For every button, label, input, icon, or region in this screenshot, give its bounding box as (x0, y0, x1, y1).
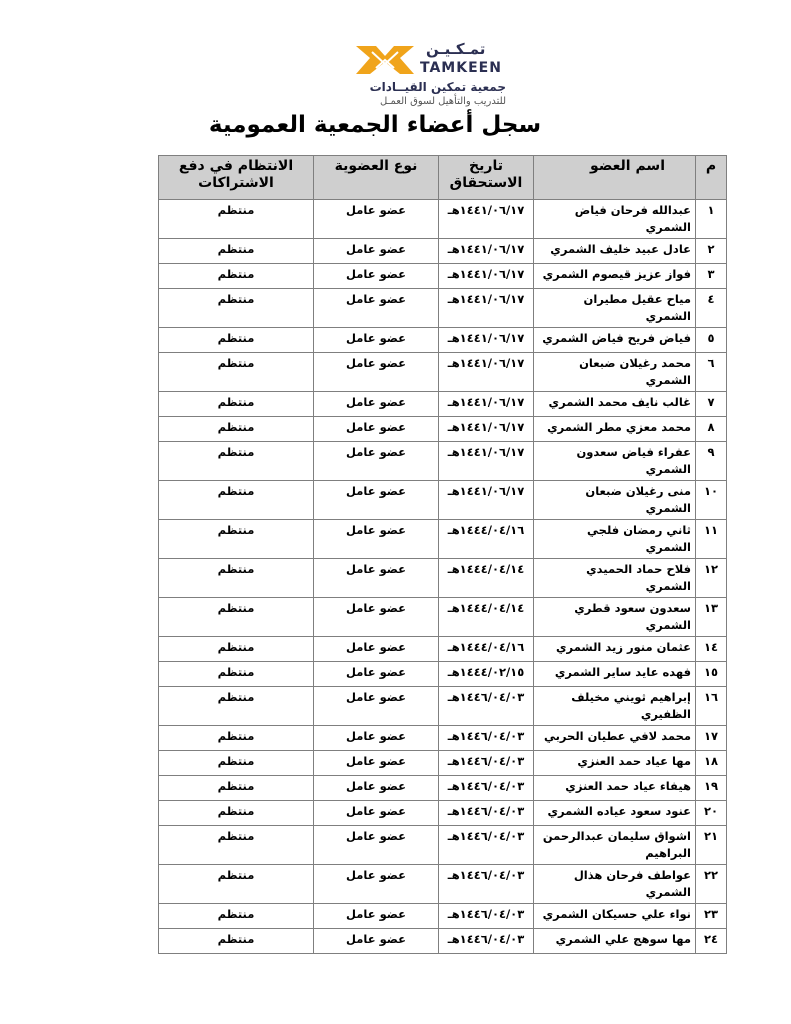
cell-num: ١٠ (696, 481, 727, 520)
cell-date: ١٤٤١/٠٦/١٧هـ (439, 392, 534, 417)
cell-status: منتظم (159, 826, 314, 865)
cell-date: ١٤٤١/٠٦/١٧هـ (439, 481, 534, 520)
cell-date: ١٤٤٤/٠٤/١٤هـ (439, 598, 534, 637)
cell-num: ٣ (696, 264, 727, 289)
table-header-row (159, 156, 727, 200)
cell-date: ١٤٤١/٠٦/١٧هـ (439, 417, 534, 442)
header-num: م (696, 156, 727, 200)
cell-status: منتظم (159, 726, 314, 751)
cell-num: ١٩ (696, 776, 727, 801)
cell-name: مها عياد حمد العنزي (534, 751, 696, 776)
cell-name: عنود سعود عياده الشمري (534, 801, 696, 826)
cell-type: عضو عامل (314, 637, 439, 662)
cell-num: ٥ (696, 328, 727, 353)
table-row (159, 559, 727, 598)
cell-type: عضو عامل (314, 442, 439, 481)
cell-name: محمد رغيلان ضبعان الشمري (534, 353, 696, 392)
cell-date: ١٤٤٦/٠٤/٠٣هـ (439, 687, 534, 726)
cell-num: ١٣ (696, 598, 727, 637)
cell-name: عادل عبيد خليف الشمري (534, 239, 696, 264)
tamkeen-logo-icon (354, 38, 416, 82)
table-row (159, 662, 727, 687)
cell-date: ١٤٤٦/٠٤/٠٣هـ (439, 929, 534, 954)
cell-status: منتظم (159, 520, 314, 559)
cell-type: عضو عامل (314, 328, 439, 353)
cell-type: عضو عامل (314, 929, 439, 954)
table-row (159, 637, 727, 662)
cell-type: عضو عامل (314, 353, 439, 392)
cell-date: ١٤٤٦/٠٤/٠٣هـ (439, 726, 534, 751)
cell-date: ١٤٤٤/٠٢/١٥هـ (439, 662, 534, 687)
cell-date: ١٤٤١/٠٦/١٧هـ (439, 264, 534, 289)
cell-status: منتظم (159, 481, 314, 520)
cell-date: ١٤٤٦/٠٤/٠٣هـ (439, 751, 534, 776)
table-row (159, 865, 727, 904)
cell-name: عواطف فرحان هذال الشمري (534, 865, 696, 904)
table-row (159, 239, 727, 264)
cell-status: منتظم (159, 801, 314, 826)
cell-type: عضو عامل (314, 520, 439, 559)
page-title: سجل أعضاء الجمعية العمومية (208, 112, 542, 138)
cell-num: ٢٠ (696, 801, 727, 826)
table-row (159, 687, 727, 726)
logo-arabic-name: تمـكـيـن (426, 40, 486, 58)
table-row (159, 929, 727, 954)
header-status: الانتظام في دفع الاشتراكات (159, 156, 314, 200)
cell-name: محمد معزي مطر الشمري (534, 417, 696, 442)
cell-date: ١٤٤٤/٠٤/١٤هـ (439, 559, 534, 598)
cell-date: ١٤٤٤/٠٤/١٦هـ (439, 520, 534, 559)
cell-num: ٤ (696, 289, 727, 328)
cell-name: فياض فريح فياض الشمري (534, 328, 696, 353)
cell-name: هيفاء عياد حمد العنزي (534, 776, 696, 801)
cell-status: منتظم (159, 353, 314, 392)
cell-name: ثاني رمضان فلجي الشمري (534, 520, 696, 559)
cell-name: فواز عزيز قيصوم الشمري (534, 264, 696, 289)
cell-date: ١٤٤١/٠٦/١٧هـ (439, 200, 534, 239)
cell-status: منتظم (159, 328, 314, 353)
cell-type: عضو عامل (314, 826, 439, 865)
table-row (159, 904, 727, 929)
cell-num: ٨ (696, 417, 727, 442)
cell-name: فهده عايد ساير الشمري (534, 662, 696, 687)
cell-name: نواء علي حسيكان الشمري (534, 904, 696, 929)
cell-date: ١٤٤٤/٠٤/١٦هـ (439, 637, 534, 662)
cell-num: ١١ (696, 520, 727, 559)
cell-type: عضو عامل (314, 417, 439, 442)
cell-name: عبدالله فرحان فياض الشمري (534, 200, 696, 239)
table-row (159, 442, 727, 481)
cell-date: ١٤٤١/٠٦/١٧هـ (439, 239, 534, 264)
table-row (159, 826, 727, 865)
cell-type: عضو عامل (314, 289, 439, 328)
cell-num: ٦ (696, 353, 727, 392)
cell-date: ١٤٤٦/٠٤/٠٣هـ (439, 904, 534, 929)
cell-date: ١٤٤٦/٠٤/٠٣هـ (439, 776, 534, 801)
cell-type: عضو عامل (314, 598, 439, 637)
table-row (159, 520, 727, 559)
cell-status: منتظم (159, 598, 314, 637)
cell-name: إبراهيم ثويني مخيلف الظفيري (534, 687, 696, 726)
cell-num: ٢٣ (696, 904, 727, 929)
members-table (158, 155, 727, 954)
cell-num: ٢١ (696, 826, 727, 865)
cell-status: منتظم (159, 559, 314, 598)
cell-type: عضو عامل (314, 865, 439, 904)
table-row (159, 264, 727, 289)
cell-status: منتظم (159, 687, 314, 726)
tamkeen-logo (346, 38, 516, 110)
cell-name: مها سوهج علي الشمري (534, 929, 696, 954)
cell-type: عضو عامل (314, 801, 439, 826)
cell-type: عضو عامل (314, 200, 439, 239)
cell-date: ١٤٤٦/٠٤/٠٣هـ (439, 801, 534, 826)
cell-status: منتظم (159, 929, 314, 954)
cell-status: منتظم (159, 865, 314, 904)
cell-name: فلاح حماد الحميدي الشمري (534, 559, 696, 598)
cell-type: عضو عامل (314, 751, 439, 776)
cell-num: ١٤ (696, 637, 727, 662)
cell-name: غالب نايف محمد الشمري (534, 392, 696, 417)
table-row (159, 481, 727, 520)
cell-name: عثمان منور زيد الشمري (534, 637, 696, 662)
table-row (159, 417, 727, 442)
cell-date: ١٤٤١/٠٦/١٧هـ (439, 289, 534, 328)
cell-status: منتظم (159, 392, 314, 417)
header-date: تاريخ الاستحقاق (439, 156, 534, 200)
cell-type: عضو عامل (314, 481, 439, 520)
cell-status: منتظم (159, 239, 314, 264)
cell-status: منتظم (159, 200, 314, 239)
cell-type: عضو عامل (314, 392, 439, 417)
table-row (159, 353, 727, 392)
cell-date: ١٤٤١/٠٦/١٧هـ (439, 442, 534, 481)
cell-status: منتظم (159, 904, 314, 929)
table-row (159, 200, 727, 239)
cell-date: ١٤٤١/٠٦/١٧هـ (439, 353, 534, 392)
table-row (159, 392, 727, 417)
table-row (159, 328, 727, 353)
cell-num: ١٧ (696, 726, 727, 751)
cell-name: سعدون سعود قطري الشمري (534, 598, 696, 637)
cell-date: ١٤٤١/٠٦/١٧هـ (439, 328, 534, 353)
cell-num: ٢ (696, 239, 727, 264)
table-row (159, 726, 727, 751)
cell-name: عفراء فياض سعدون الشمري (534, 442, 696, 481)
header-name: اسم العضو (534, 156, 696, 200)
cell-num: ٢٢ (696, 865, 727, 904)
cell-date: ١٤٤٦/٠٤/٠٣هـ (439, 826, 534, 865)
cell-name: مياح عقيل مطيران الشمري (534, 289, 696, 328)
table-row (159, 598, 727, 637)
cell-num: ١٦ (696, 687, 727, 726)
table-row (159, 289, 727, 328)
cell-type: عضو عامل (314, 726, 439, 751)
cell-date: ١٤٤٦/٠٤/٠٣هـ (439, 865, 534, 904)
logo-tagline: للتدريب والتأهيل لسوق العمـل (379, 96, 506, 107)
cell-status: منتظم (159, 662, 314, 687)
cell-num: ١٥ (696, 662, 727, 687)
logo-english-name: TAMKEEN (420, 60, 502, 76)
cell-status: منتظم (159, 264, 314, 289)
cell-status: منتظم (159, 637, 314, 662)
logo-organization-name: جمعية تمكين القيــادات (369, 80, 506, 94)
cell-type: عضو عامل (314, 662, 439, 687)
cell-type: عضو عامل (314, 559, 439, 598)
cell-num: ١٨ (696, 751, 727, 776)
cell-status: منتظم (159, 776, 314, 801)
cell-status: منتظم (159, 417, 314, 442)
table-row (159, 801, 727, 826)
cell-status: منتظم (159, 289, 314, 328)
cell-name: محمد لافي عطيان الحربي (534, 726, 696, 751)
cell-type: عضو عامل (314, 239, 439, 264)
cell-num: ٧ (696, 392, 727, 417)
cell-name: اشواق سليمان عبدالرحمن البراهيم (534, 826, 696, 865)
cell-num: ١ (696, 200, 727, 239)
cell-status: منتظم (159, 442, 314, 481)
header-type: نوع العضوية (314, 156, 439, 200)
cell-type: عضو عامل (314, 776, 439, 801)
cell-num: ٩ (696, 442, 727, 481)
cell-num: ٢٤ (696, 929, 727, 954)
cell-name: منى رغيلان ضبعان الشمري (534, 481, 696, 520)
cell-num: ١٢ (696, 559, 727, 598)
cell-type: عضو عامل (314, 904, 439, 929)
table-row (159, 751, 727, 776)
cell-status: منتظم (159, 751, 314, 776)
cell-type: عضو عامل (314, 264, 439, 289)
table-row (159, 776, 727, 801)
cell-type: عضو عامل (314, 687, 439, 726)
